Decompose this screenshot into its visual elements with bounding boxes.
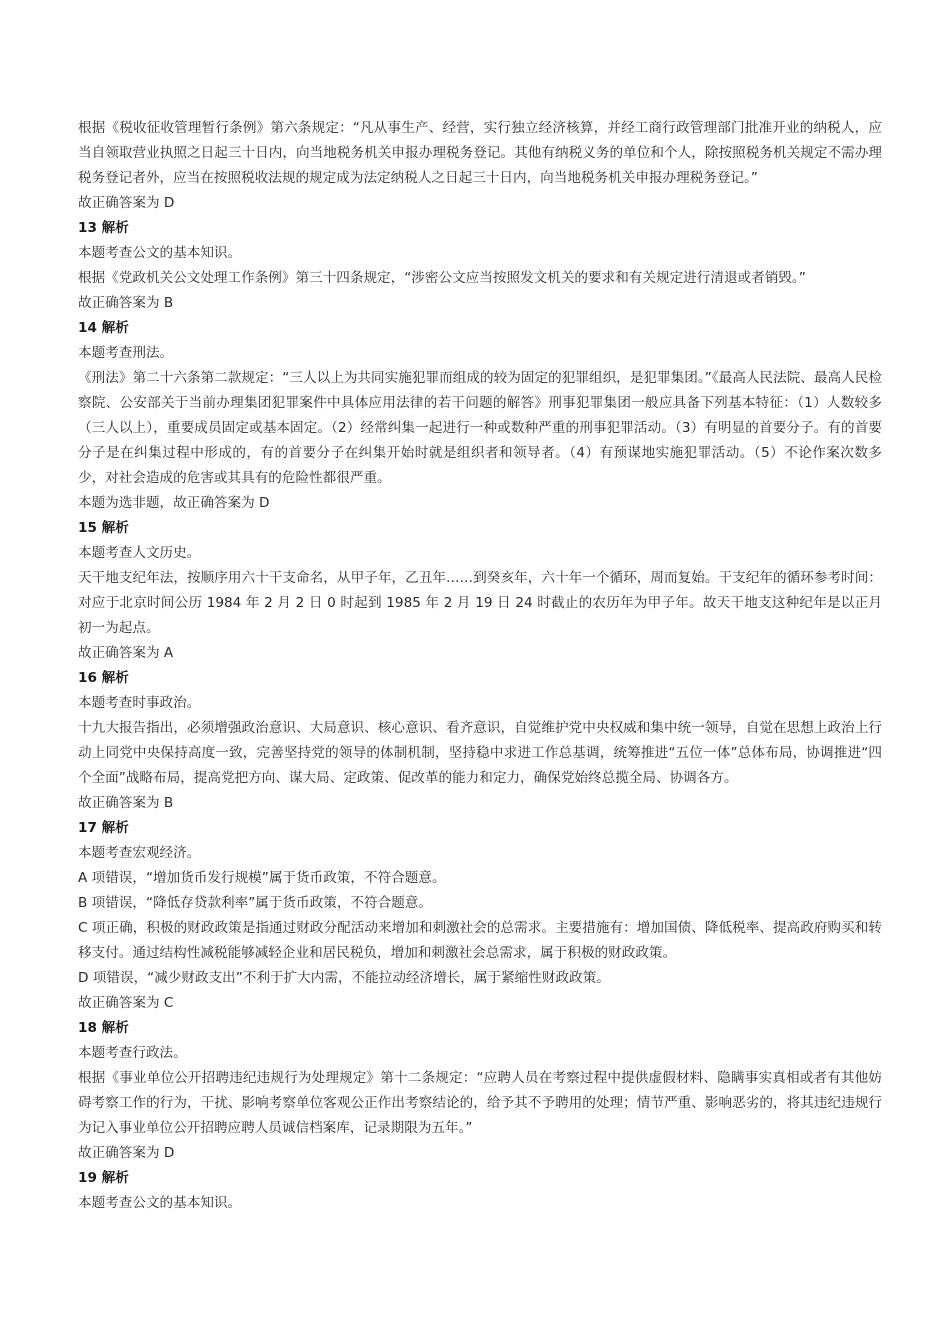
q17-option-b: B 项错误，“降低存贷款利率”属于货币政策，不符合题意。: [78, 895, 432, 911]
q14-law-text: 《刑法》第二十六条第二款规定：“三人以上为共同实施犯罪而组成的较为固定的犯罪组织，是犯罪集团。”《最高人民法院、最高人民检察院、公安部关于当前办理集团犯罪案件中具体应用法律的若干问题的解答》刑事犯罪集团一般应具备下列基本特征：（1）人数较多（三人以上），重要成员固定或基本固定。（2）经常纠集一起进行一种或数种严重的刑事犯罪活动。（3）有明显的首要分子。有的首要分子是在纠集过程中形成的，有的首要分子在纠集开始时就是组织者和领导者。（4）有预谋地实施犯罪活动。（5）不论作案次数多少，对社会造成的危害或其具有的危险性都很严重。: [78, 370, 882, 486]
q13-topic: 本题考查公文的基本知识。: [78, 245, 242, 261]
q14-answer: 本题为选非题，故正确答案为 D: [78, 495, 270, 511]
q14-topic: 本题考查刑法。: [78, 345, 174, 361]
q19-topic: 本题考查公文的基本知识。: [78, 1195, 242, 1211]
q16-law-text: 十九大报告指出，必须增强政治意识、大局意识、核心意识、看齐意识，自觉维护党中央权威和集中统一领导，自觉在思想上政治上行动上同党中央保持高度一致，完善坚持党的领导的体制机制，坚持稳中求进工作总基调，统筹推进“五位一体”总体布局，协调推进“四个全面”战略布局，提高党把方向、谋大局、定政策、促改革的能力和定力，确保党始终总揽全局、协调各方。: [78, 720, 882, 786]
q17-option-a: A 项错误，“增加货币发行规模”属于货币政策，不符合题意。: [78, 870, 446, 886]
q15-answer: 故正确答案为 A: [78, 645, 174, 661]
q12-law-text: 根据《税收征收管理暂行条例》第六条规定：“凡从事生产、经营，实行独立经济核算，并经工商行政管理部门批准开业的纳税人，应当自领取营业执照之日起三十日内，向当地税务机关申报办理税务登记。其他有纳税义务的单位和个人，除按照税务机关规定不需办理税务登记者外，应当在按照税收法规的规定成为法定纳税人之日起三十日内，向当地税务机关申报办理税务登记。”: [78, 120, 882, 186]
q16-topic: 本题考查时事政治。: [78, 695, 201, 711]
q12-answer: 故正确答案为 D: [78, 195, 175, 211]
q19-heading: 19 解析: [78, 1170, 129, 1186]
q17-heading: 17 解析: [78, 820, 129, 836]
q15-topic: 本题考查人文历史。: [78, 545, 201, 561]
q13-heading: 13 解析: [78, 220, 129, 236]
q17-topic: 本题考查宏观经济。: [78, 845, 201, 861]
q18-heading: 18 解析: [78, 1020, 129, 1036]
document-page: [78, 116, 882, 1216]
q15-heading: 15 解析: [78, 520, 129, 536]
q17-answer: 故正确答案为 C: [78, 995, 174, 1011]
q17-option-d: D 项错误，“减少财政支出”不利于扩大内需，不能拉动经济增长，属于紧缩性财政政策。: [78, 970, 610, 986]
q17-option-c: C 项正确，积极的财政政策是指通过财政分配活动来增加和刺激社会的总需求。主要措施有：增加国债、降低税率、提高政府购买和转移支付。通过结构性减税能够减轻企业和居民税负，增加和刺激社会总需求，属于积极的财政政策。: [78, 920, 882, 961]
q13-law-text: 根据《党政机关公文处理工作条例》第三十四条规定，“涉密公文应当按照发文机关的要求和有关规定进行清退或者销毁。”: [78, 270, 806, 286]
q15-law-text: 天干地支纪年法，按顺序用六十干支命名，从甲子年，乙丑年……到癸亥年，六十年一个循环，周而复始。干支纪年的循环参考时间：对应于北京时间公历 1984 年 2 月 2 日 0 时起到 1985 年 2 月 19 日 24 时截止的农历年为甲子年。故天干地支这种纪年是以正月初一为起点。: [78, 570, 882, 636]
q16-heading: 16 解析: [78, 670, 129, 686]
q14-heading: 14 解析: [78, 320, 129, 336]
q13-answer: 故正确答案为 B: [78, 295, 174, 311]
q18-answer: 故正确答案为 D: [78, 1145, 175, 1161]
q18-topic: 本题考查行政法。: [78, 1045, 187, 1061]
q16-answer: 故正确答案为 B: [78, 795, 174, 811]
q18-law-text: 根据《事业单位公开招聘违纪违规行为处理规定》第十二条规定：“应聘人员在考察过程中提供虚假材料、隐瞒事实真相或者有其他妨碍考察工作的行为，干扰、影响考察单位客观公正作出考察结论的，给予其不予聘用的处理；情节严重、影响恶劣的，将其违纪违规行为记入事业单位公开招聘应聘人员诚信档案库，记录期限为五年。”: [78, 1070, 882, 1136]
